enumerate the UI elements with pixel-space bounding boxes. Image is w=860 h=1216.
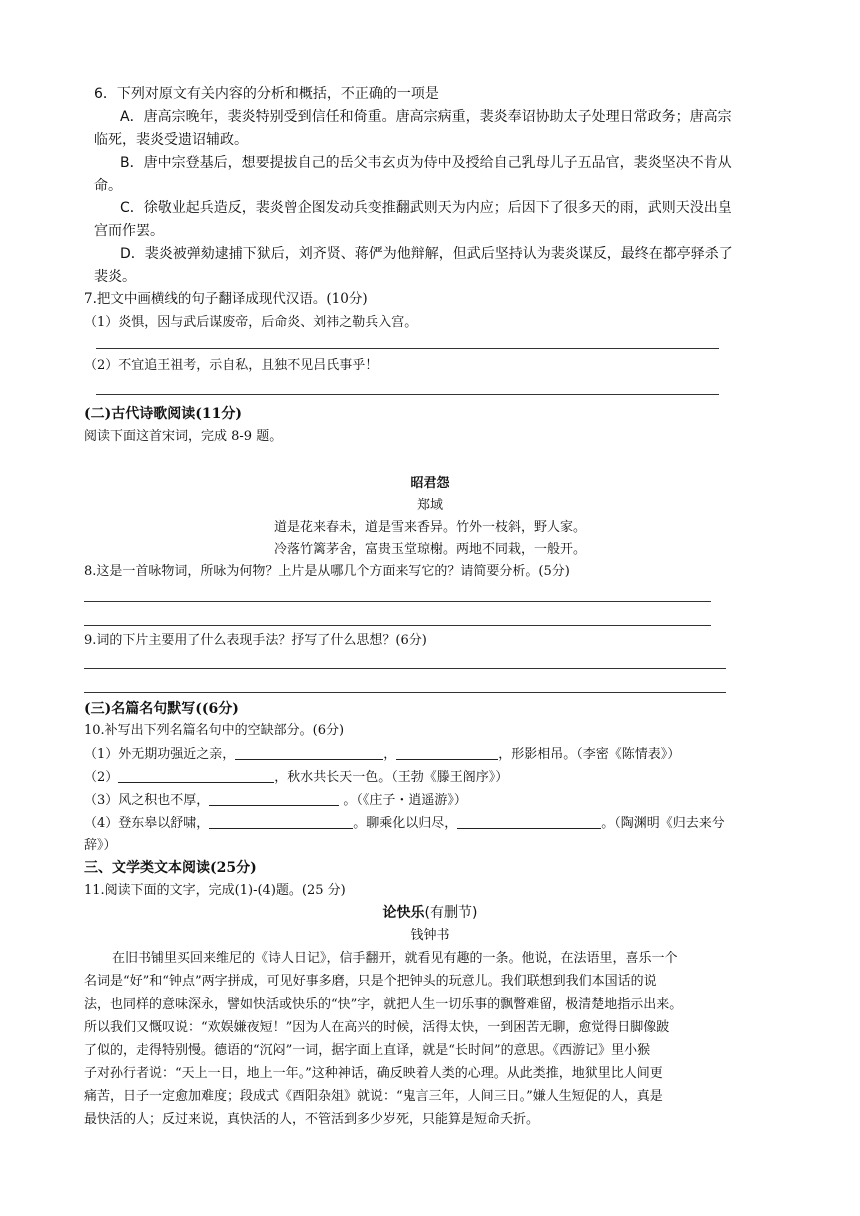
poetry-intro: 阅读下面这首宋词，完成 8-9 题。 bbox=[84, 429, 283, 444]
q10-item-4-cont: 辞》） bbox=[84, 838, 117, 853]
q10-item-1-text: （1）外无期功强近之亲， bbox=[84, 747, 236, 762]
poem-author: 郑域 bbox=[416, 498, 443, 513]
q6-option-c-line1: C．徐敬业起兵造反，裴炎曾企图发动兵变推翻武则天为内应；后因下了很多天的雨，武则天没出皇 bbox=[120, 200, 732, 216]
essay-line: 所以我们又慨叹说：“欢娱嫌夜短！”因为人在高兴的时候，活得太快，一到困苦无聊，愈觉得日脚像跛 bbox=[84, 1020, 670, 1035]
q10-item-4-text: （4）登东皋以舒啸， bbox=[84, 816, 210, 831]
q10-item-3-text: （3）风之积也不厚， bbox=[84, 793, 210, 808]
essay-line: 最快活的人；反过来说，真快活的人，不管活到多少岁死，只能算是短命夭折。 bbox=[84, 1112, 540, 1127]
section-heading-dictation: (三)名篇名句默写((6分) bbox=[84, 701, 239, 717]
part-heading-literary: 三、文学类文本阅读(25分) bbox=[84, 860, 257, 876]
q10-item-4 bbox=[84, 814, 725, 833]
q11-stem: 11.阅读下面的文字，完成(1)-(4)题。(25 分) bbox=[84, 883, 346, 898]
q10-item-1-sep: ， bbox=[383, 747, 397, 762]
essay-line: 了似的，走得特别慢。德语的“沉闷”一词，据字面上直译，就是“长时间”的意思。《西游记》里小猴 bbox=[84, 1043, 651, 1058]
essay-line: 子对孙行者说：“天上一日，地上一年。”这种神话，确反映着人类的心理。从此类推，地狱里比人间更 bbox=[84, 1066, 663, 1081]
q10-item-3-source: 。（《庄子・逍遥游》） bbox=[339, 793, 467, 808]
answer-line bbox=[84, 625, 711, 626]
q10-item-2-text: ，秋水共长天一色。（王勃《滕王阁序》） bbox=[274, 770, 509, 785]
fill-blank[interactable] bbox=[396, 745, 498, 760]
q6-option-a-line1: A．唐高宗晚年，裴炎特别受到信任和倚重。唐高宗病重，裴炎奉诏协助太子处理日常政务；唐高宗 bbox=[120, 109, 732, 125]
essay-title-main: 论快乐 bbox=[382, 905, 425, 921]
poem-line-1: 道是花来春未，道是雪来香异。竹外一枝斜，野人家。 bbox=[273, 520, 586, 535]
q6-option-b-line2: 命。 bbox=[94, 178, 122, 194]
essay-line: 在旧书铺里买回来维尼的《诗人日记》，信手翻开，就看见有趣的一条。他说，在法语里，喜乐一个 bbox=[112, 951, 678, 966]
fill-blank[interactable] bbox=[118, 768, 274, 783]
poem-title: 昭君怨 bbox=[410, 476, 450, 491]
answer-line bbox=[84, 601, 711, 602]
fill-blank[interactable] bbox=[209, 814, 353, 829]
q10-item-1 bbox=[84, 745, 680, 764]
answer-line bbox=[96, 394, 719, 395]
q6-option-d-line1: D．裴炎被弹劾逮捕下狱后，刘齐贤、蒋俨为他辩解，但武后坚持认为裴炎谋反，最终在都亭驿杀了 bbox=[120, 246, 733, 262]
q6-option-b-line1: B．唐中宗登基后，想要提拔自己的岳父韦玄贞为侍中及授给自己乳母儿子五品官，裴炎坚决不肯从 bbox=[120, 155, 732, 171]
q7-stem: 7.把文中画横线的句子翻译成现代汉语。(10分) bbox=[84, 291, 368, 307]
essay-line: 名词是“好”和“钟点”两字拼成，可见好事多磨，只是个把钟头的玩意儿。我们联想到我们本国话的说 bbox=[84, 974, 657, 989]
fill-blank[interactable] bbox=[457, 814, 601, 829]
q6-option-d-line2: 裴炎。 bbox=[94, 269, 136, 285]
q10-item-2 bbox=[84, 768, 508, 787]
q10-item-1-source: ，形影相吊。（李密《陈情表》） bbox=[498, 747, 681, 762]
answer-line bbox=[96, 348, 719, 349]
essay-title-note: (有删节) bbox=[424, 905, 478, 921]
fill-blank[interactable] bbox=[235, 745, 383, 760]
essay-line: 痛苦，日子一定愈加难度；段成式《酉阳杂俎》就说：“鬼言三年，人间三日。”嫌人生短促的人，真是 bbox=[84, 1089, 663, 1104]
q10-item-3 bbox=[84, 791, 467, 810]
q10-item-4-source: 。（陶渊明《归去来兮 bbox=[601, 816, 725, 831]
q10-stem: 10.补写出下列名篇名句中的空缺部分。(6分) bbox=[84, 723, 345, 738]
q8-stem: 8.这是一首咏物词，所咏为何物？上片是从哪几个方面来写它的？请简要分析。(5分) bbox=[84, 564, 570, 579]
section-heading-poetry: (二)古代诗歌阅读(11分) bbox=[84, 406, 242, 422]
q6-stem: 6．下列对原文有关内容的分析和概括，不正确的一项是 bbox=[94, 86, 439, 102]
essay-title bbox=[0, 904, 860, 923]
answer-line bbox=[84, 692, 726, 693]
answer-line bbox=[84, 668, 726, 669]
essay-line: 法，也同样的意味深永，譬如快活或快乐的“快”字，就把人生一切乐事的飘瞥难留，极清楚地指示出来。 bbox=[84, 997, 683, 1012]
q10-item-4-mid: 。聊乘化以归尽， bbox=[353, 816, 458, 831]
q6-option-a-line2: 临死，裴炎受遗诏辅政。 bbox=[94, 132, 248, 148]
poem-line-2: 冷落竹篱茅舍，富贵玉堂琼榭。两地不同栽，一般开。 bbox=[273, 542, 586, 557]
essay-author: 钱钟书 bbox=[410, 928, 450, 943]
q6-option-c-line2: 宫而作罢。 bbox=[94, 223, 164, 239]
q10-item-2-num: （2） bbox=[84, 770, 119, 785]
q9-stem: 9.词的下片主要用了什么表现手法？抒写了什么思想？(6分) bbox=[84, 633, 427, 648]
fill-blank[interactable] bbox=[209, 791, 339, 806]
q7-sentence-1: （1）炎惧，因与武后谋废帝，后命炎、刘祎之勒兵入宫。 bbox=[84, 315, 418, 330]
q7-sentence-2: （2）不宜追王祖考，示自私，且独不见吕氏事乎！ bbox=[84, 358, 379, 373]
